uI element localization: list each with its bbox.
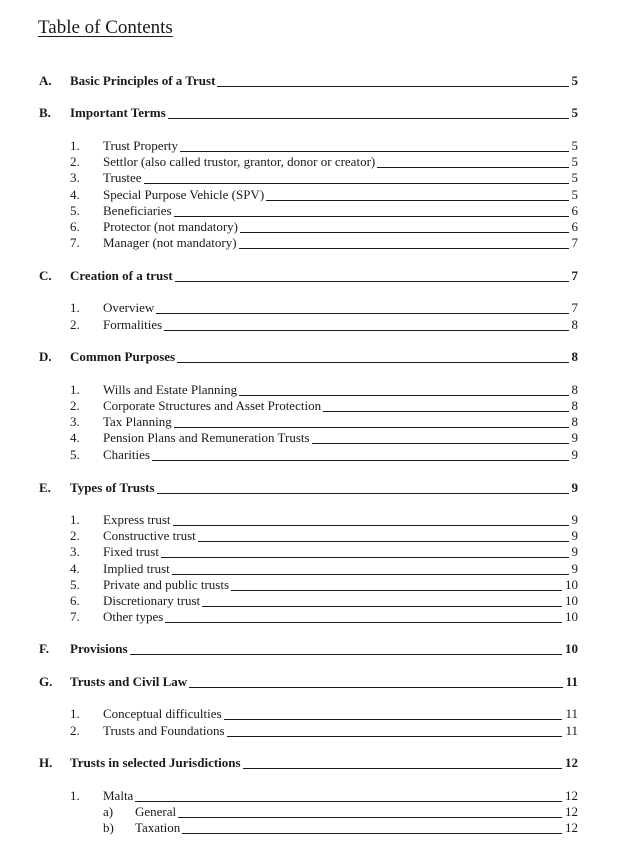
toc-item[interactable] [0,447,620,463]
toc-entry-label: Common Purposes [70,349,176,364]
toc-entry-label: Trust Property [103,138,179,153]
toc-entry-page: 7 [571,268,578,283]
toc-entry-page: 12 [565,788,578,803]
toc-item[interactable] [0,561,620,577]
toc-entry-label: Trusts in selected Jurisdictions [70,755,241,770]
toc-section[interactable] [0,641,620,657]
toc-entry-page: 8 [571,398,578,413]
toc-entry-page: 12 [565,755,578,770]
toc-entry-page: 5 [571,73,578,88]
toc-entry-page: 9 [571,561,578,576]
toc-entry-number: 2. [70,398,80,413]
toc-entry-page: 5 [571,187,578,202]
toc-entry-label: Trusts and Foundations [103,723,225,738]
toc-entry-label: Charities [103,447,150,462]
toc-subitem[interactable] [0,804,620,820]
toc-leader-line [217,86,569,87]
toc-entry-label: Formalities [103,317,163,332]
toc-item[interactable] [0,788,620,804]
toc-entry-page: 9 [571,544,578,559]
toc-entry-page: 8 [571,414,578,429]
toc-leader-line [157,493,569,494]
toc-leader-line [168,118,569,119]
toc-item[interactable] [0,154,620,170]
toc-section[interactable] [0,674,620,690]
toc-entry-label: Types of Trusts [70,480,155,495]
toc-entry-label: Tax Planning [103,414,172,429]
toc-entry-number: 1. [70,382,80,397]
toc-item[interactable] [0,609,620,625]
toc-entry-label: Provisions [70,641,128,656]
toc-entry-number: 1. [70,512,80,527]
toc-item[interactable] [0,203,620,219]
toc-leader-line [180,151,569,152]
toc-leader-line [239,248,569,249]
toc-entry-label: Taxation [135,820,181,835]
toc-entry-number: 3. [70,170,80,185]
toc-entry-label: Wills and Estate Planning [103,382,238,397]
toc-entry-label: Corporate Structures and Asset Protection [103,398,322,413]
toc-leader-line [165,622,562,623]
toc-entry-number: b) [103,820,114,835]
toc-section[interactable] [0,105,620,121]
toc-entry-label: Overview [103,300,155,315]
toc-leader-line [174,427,569,428]
toc-entry-label: Private and public trusts [103,577,230,592]
toc-entry-number: 3. [70,414,80,429]
toc-entry-page: 7 [571,235,578,250]
toc-item[interactable] [0,187,620,203]
toc-entry-number: 4. [70,561,80,576]
toc-leader-line [227,736,562,737]
toc-entry-number: A. [39,73,52,88]
toc-entry-label: Discretionary trust [103,593,201,608]
toc-entry-number: 5. [70,447,80,462]
toc-leader-line [312,443,569,444]
toc-item[interactable] [0,170,620,186]
toc-entry-label: Fixed trust [103,544,159,559]
toc-leader-line [266,200,569,201]
toc-entry-page: 9 [571,430,578,445]
toc-entry-label: Trusts and Civil Law [70,674,188,689]
toc-leader-line [239,395,569,396]
toc-entry-page: 8 [571,382,578,397]
toc-entry-number: H. [39,755,53,770]
toc-leader-line [240,232,569,233]
toc-entry-page: 9 [571,480,578,495]
toc-item[interactable] [0,430,620,446]
toc-leader-line [177,362,569,363]
toc-subitem[interactable] [0,820,620,836]
toc-entry-number: 3. [70,544,80,559]
toc-leader-line [198,541,569,542]
toc-title: Table of Contents [38,17,173,38]
toc-entry-page: 11 [565,723,578,738]
toc-entry-page: 6 [571,203,578,218]
toc-entry-page: 5 [571,154,578,169]
toc-leader-line [182,833,562,834]
toc-entry-number: 4. [70,187,80,202]
toc-item[interactable] [0,577,620,593]
toc-entry-number: G. [39,674,53,689]
toc-leader-line [164,330,569,331]
toc-section[interactable] [0,73,620,89]
toc-entry-label: General [135,804,177,819]
toc-entry-page: 5 [571,138,578,153]
toc-leader-line [135,801,562,802]
toc-entry-label: Malta [103,788,134,803]
toc-section[interactable] [0,755,620,771]
toc-entry-label: Conceptual difficulties [103,706,222,721]
toc-leader-line [173,525,569,526]
toc-entry-label: Other types [103,609,164,624]
toc-leader-line [161,557,569,558]
toc-item[interactable] [0,528,620,544]
toc-entry-page: 12 [565,804,578,819]
toc-entry-page: 5 [571,170,578,185]
toc-entry-label: Protector (not mandatory) [103,219,239,234]
toc-entry-number: 1. [70,706,80,721]
toc-item[interactable] [0,706,620,722]
toc-section[interactable] [0,268,620,284]
toc-leader-line [231,590,562,591]
toc-leader-line [189,687,563,688]
toc-entry-number: 1. [70,788,80,803]
toc-entry-number: 1. [70,138,80,153]
toc-item[interactable] [0,317,620,333]
toc-entry-number: F. [39,641,49,656]
toc-item[interactable] [0,235,620,251]
toc-entry-page: 9 [571,528,578,543]
toc-entry-number: C. [39,268,52,283]
toc-entry-page: 8 [571,317,578,332]
toc-entry-number: 7. [70,235,80,250]
toc-item[interactable] [0,593,620,609]
toc-leader-line [323,411,569,412]
toc-entry-page: 7 [571,300,578,315]
toc-entry-label: Pension Plans and Remuneration Trusts [103,430,310,445]
toc-item[interactable] [0,414,620,430]
toc-item[interactable] [0,382,620,398]
toc-entry-label: Creation of a trust [70,268,173,283]
toc-entry-page: 10 [565,641,578,656]
toc-entry-label: Implied trust [103,561,170,576]
toc-item[interactable] [0,138,620,154]
toc-entry-label: Basic Principles of a Trust [70,73,216,88]
toc-item[interactable] [0,300,620,316]
toc-section[interactable] [0,480,620,496]
toc-entry-number: 1. [70,300,80,315]
toc-entry-number: a) [103,804,114,819]
toc-leader-line [156,313,569,314]
toc-leader-line [172,574,569,575]
toc-entry-label: Express trust [103,512,171,527]
toc-entry-number: 7. [70,609,80,624]
toc-entry-page: 11 [565,674,578,689]
toc-entry-number: 6. [70,593,80,608]
toc-item[interactable] [0,512,620,528]
toc-entry-page: 10 [565,577,578,592]
toc-entry-number: 6. [70,219,80,234]
toc-leader-line [243,768,562,769]
toc-entry-number: E. [39,480,51,495]
toc-entry-page: 12 [565,820,578,835]
toc-entry-label: Special Purpose Vehicle (SPV) [103,187,265,202]
toc-entry-page: 10 [565,593,578,608]
toc-entry-number: 5. [70,203,80,218]
toc-entry-page: 6 [571,219,578,234]
toc-entry-label: Important Terms [70,105,166,120]
toc-entry-number: 4. [70,430,80,445]
toc-item[interactable] [0,544,620,560]
toc-entry-page: 9 [571,447,578,462]
toc-entry-number: D. [39,349,52,364]
toc-leader-line [144,183,569,184]
toc-leader-line [178,817,562,818]
toc-entry-label: Manager (not mandatory) [103,235,237,250]
toc-entry-number: 2. [70,528,80,543]
toc-entry-number: 2. [70,317,80,332]
toc-entry-number: 2. [70,723,80,738]
toc-leader-line [174,216,569,217]
toc-leader-line [377,167,569,168]
toc-item[interactable] [0,723,620,739]
toc-entry-page: 8 [571,349,578,364]
toc-entry-number: 2. [70,154,80,169]
toc-leader-line [175,281,569,282]
toc-entry-page: 9 [571,512,578,527]
toc-entry-page: 11 [565,706,578,721]
toc-leader-line [224,719,562,720]
toc-entry-page: 10 [565,609,578,624]
toc-entry-label: Beneficiaries [103,203,172,218]
toc-entry-number: 5. [70,577,80,592]
toc-leader-line [202,606,562,607]
toc-leader-line [152,460,569,461]
toc-entry-label: Settlor (also called trustor, grantor, donor or creator) [103,154,376,169]
toc-item[interactable] [0,398,620,414]
toc-entry-label: Trustee [103,170,142,185]
toc-item[interactable] [0,219,620,235]
toc-section[interactable] [0,349,620,365]
toc-entry-label: Constructive trust [103,528,196,543]
toc-entry-number: B. [39,105,51,120]
toc-entry-page: 5 [571,105,578,120]
toc-leader-line [130,654,562,655]
